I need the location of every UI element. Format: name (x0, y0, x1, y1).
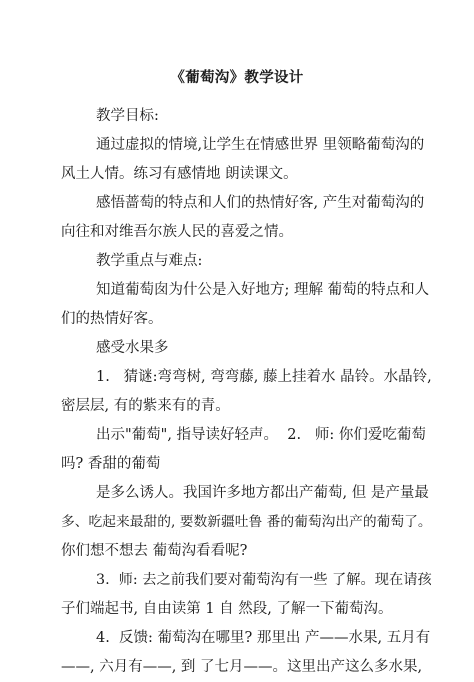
text-line: ——, 六月有——, 到 了七月——。这里出产这么多水果, (61, 659, 423, 675)
text-line: 吗? 香甜的葡萄 (61, 456, 161, 472)
text-line: 教学重点与难点: (96, 253, 203, 269)
text-line: 你们想不想去 葡萄沟看看呢? (61, 543, 248, 559)
text-line: 出示"葡萄", 指导读好轻声。 2. 师: 你们爱吃葡萄 (96, 427, 426, 443)
text-line: 教学目标: (96, 108, 159, 124)
text-line: 密层层, 有的紫来有的青。 (61, 398, 230, 414)
text-line: 们的热情好客。 (61, 311, 163, 327)
text-line: 子们端起书, 自由读第 1 自 然段, 了解一下葡萄沟。 (61, 601, 393, 617)
text-line: 是多么诱人。我国许多地方都出产葡萄, 但 是产量最 (96, 485, 429, 501)
text-line: 3. 师: 去之前我们要对葡萄沟有一些 了解。现在请孩 (96, 572, 432, 588)
text-line: 风土人情。练习有感情地 朗读课文。 (61, 166, 298, 182)
text-line: 感悟蔷萄的特点和人们的热情好客, 产生对葡萄沟的 (96, 195, 425, 211)
text-line: 向往和对维吾尔族人民的喜爱之情。 (61, 224, 293, 240)
text-line: 知道葡萄囱为什公是入好地方; 理解 葡萄的特点和人 (96, 282, 430, 298)
document-title: 《葡萄沟》教学设计 (170, 69, 304, 86)
text-line: 多、吃起来最甜的, 要数新疆吐鲁 番的葡萄沟出产的葡萄了。 (61, 514, 432, 530)
text-line: 1. 猜谜:弯弯树, 弯弯藤, 藤上挂着水 晶铃。水晶铃, (96, 369, 432, 385)
text-line: 4. 反馈: 葡萄沟在哪里? 那里出 产——水果, 五月有 (96, 630, 431, 646)
text-line: 通过虚拟的情境,让学生在情感世界 里领略葡萄沟的 (96, 137, 425, 153)
text-line: 感受水果多 (96, 340, 169, 356)
